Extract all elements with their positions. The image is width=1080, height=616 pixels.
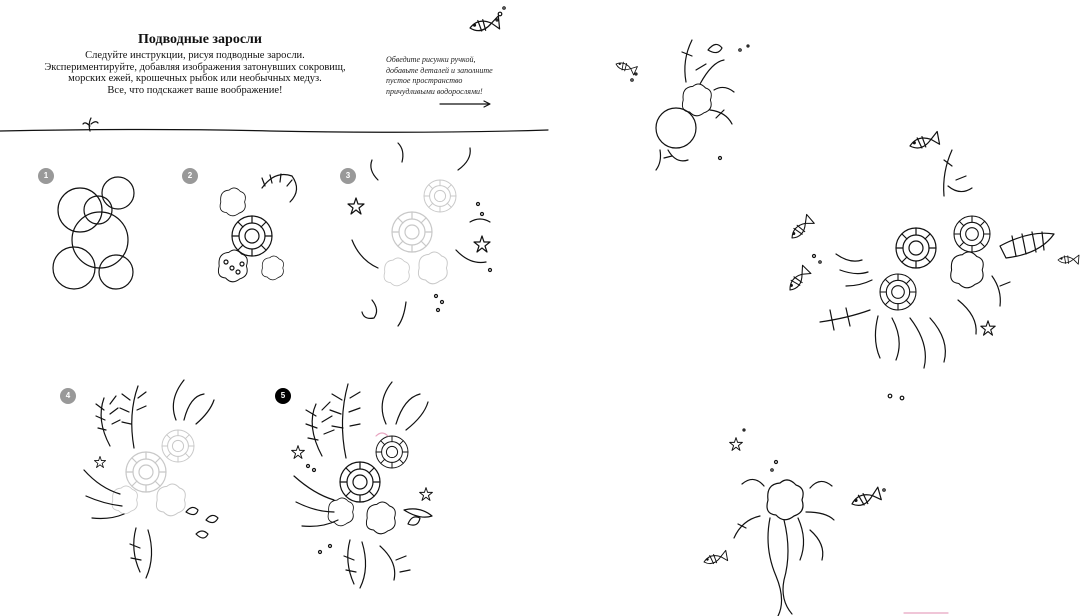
middle-coral-cluster: [785, 131, 1079, 399]
instructions-line: Все, что подскажет ваше воображение!: [107, 84, 283, 96]
step-badge-2: 2: [182, 168, 198, 184]
step-3-drawing: [348, 143, 492, 326]
tip-line: причудливыми водорослями!: [386, 86, 483, 96]
jellyfish-icon: [703, 429, 948, 616]
seaweed-icon: [83, 118, 98, 131]
step-badge-4: 4: [60, 388, 76, 404]
step-badge-3: 3: [340, 168, 356, 184]
page-title: Подводные заросли: [138, 32, 262, 47]
tip-line: Обведите рисунки ручкой,: [386, 55, 476, 64]
tip-line: добавьте деталей и заполните: [386, 65, 493, 75]
step-badge-5: 5: [275, 388, 291, 404]
bubbles-icon: [496, 7, 505, 21]
instructions-line: морских ежей, крошечных рыбок или необычных медуз.: [68, 73, 322, 84]
step-4-drawing: [84, 380, 218, 578]
instructions-line: Следуйте инструкции, рисуя подводные заросли.: [85, 50, 305, 61]
divider-line: [0, 130, 548, 133]
arrow-right-icon: [440, 101, 490, 107]
top-coral-cluster: [615, 40, 749, 170]
tip-line: пустое пространство: [386, 76, 463, 85]
step-2-drawing: [218, 174, 296, 282]
fish-icon: [469, 16, 501, 34]
step-5-drawing: [292, 382, 433, 588]
step-badge-1: 1: [38, 168, 54, 184]
step-1-drawing: [53, 177, 134, 289]
instructions-line: Экспериментируйте, добавляя изображения затонувших сокровищ,: [44, 61, 346, 73]
